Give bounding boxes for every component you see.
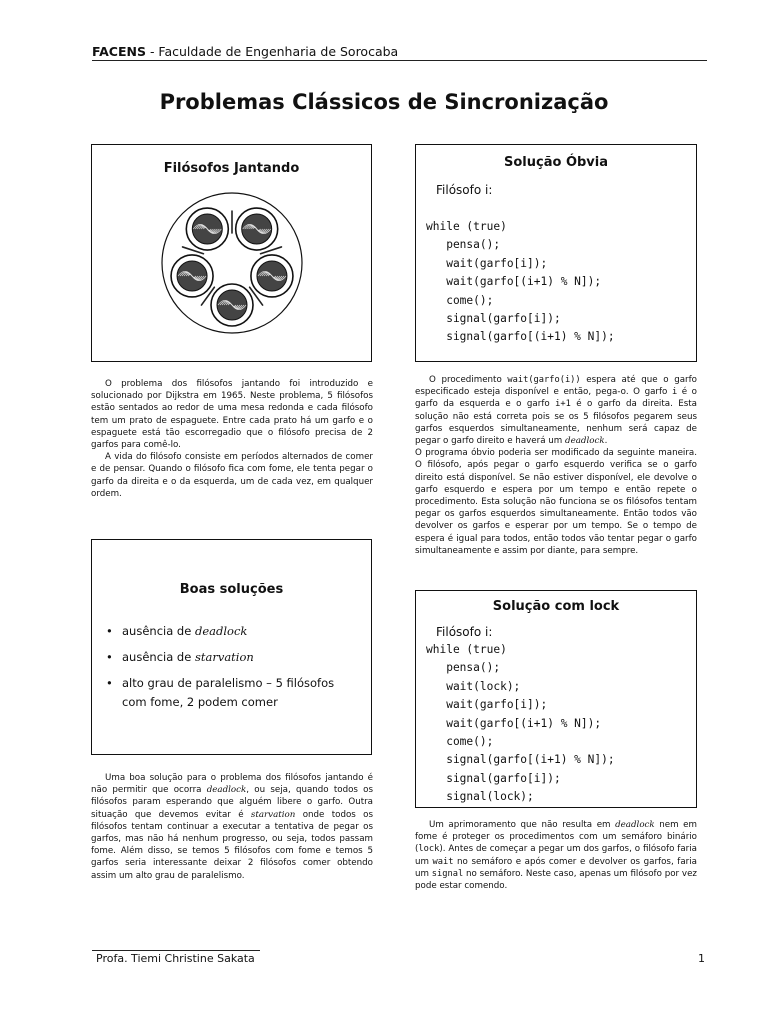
- page-header: [92, 44, 398, 59]
- term: deadlock: [206, 785, 247, 796]
- code-block: while (true) pensa(); wait(garfo[i]); wait(garfo[(i+1) % N]); come(); signal(garfo[i]); signal(garfo[(i+1) % N]);: [426, 220, 615, 344]
- page-title: Problemas Clássicos de Sincronização: [159, 90, 609, 114]
- item-prefix: ausência de: [122, 624, 195, 638]
- code: signal: [431, 868, 464, 879]
- text: Uma boa solução para o problema dos filósofos jantando é não permitir que ocorra: [91, 773, 373, 796]
- paragraph: O programa óbvio poderia ser modificado da seguinte maneira. O filósofo, após pegar o garfo esquerdo verifica se o garfo direito está disponível. Se não estiver disponível, ele devolve o garfo esquerdo e espera por um tempo e então repete o procedimento. Esta solução não funciona se os filósofos tentam pegar os garfos esquerdos simultaneamente. Então todos vão devolver os garfos e esperar por um tempo. Se o tempo de espera é igual para todos, então todos vão tentar pegar o garfo simultaneamente e assim por diante, para sempre.: [415, 448, 697, 556]
- header-brand: FACENS: [92, 44, 146, 59]
- box-title: Boas soluções: [179, 582, 284, 597]
- text: espera até que o garfo especificado esteja disponível e então, pega-o. O garfo: [415, 375, 697, 398]
- page-number: 1: [698, 952, 705, 965]
- code-block: while (true) pensa(); wait(lock); wait(garfo[i]); wait(garfo[(i+1) % N]); come(); signal(garfo[(i+1) % N]); signal(garfo[i]); signal(lock);: [426, 643, 615, 804]
- plate-icon: [251, 255, 293, 297]
- text: no semáforo e após comer e devolver os garfos, faria um: [415, 856, 697, 879]
- text: Um aprimoramento que não resulta em: [429, 820, 616, 830]
- box-title: Solução Óbvia: [504, 155, 608, 170]
- header-rule: [92, 60, 707, 61]
- term: deadlock: [565, 436, 605, 447]
- header-subtitle: - Faculdade de Engenharia de Sorocaba: [145, 44, 399, 59]
- text: é o garfo da esquerda e o garfo: [415, 387, 698, 410]
- plate-icon: [186, 208, 228, 250]
- box-title: Filósofos Jantando: [163, 161, 300, 176]
- code: i+1: [555, 399, 571, 410]
- text: , ou seja, quando todos os filósofos param esperando que alguém libere o garfo. Outra situação que devemos evitar é: [91, 785, 373, 820]
- plate-icon: [211, 284, 253, 326]
- text: .: [604, 436, 608, 447]
- item-term: deadlock: [194, 624, 248, 638]
- list-item: [106, 648, 356, 667]
- item-text: alto grau de paralelismo – 5 filósofos com fome, 2 podem comer: [122, 676, 335, 709]
- text: O procedimento: [429, 375, 508, 385]
- text: ). Antes de começar a pegar um dos garfos, o filósofo faria um: [415, 844, 697, 867]
- footer-rule: [92, 950, 260, 951]
- paragraph: [91, 772, 373, 882]
- paragraph: [415, 374, 697, 447]
- paragraph-filosofos: [91, 378, 373, 500]
- bullet-list: [106, 622, 356, 719]
- paragraph-boas: [91, 772, 373, 882]
- paragraph: A vida do filósofo consiste em períodos alternados de comer e de pensar. Quando o filósofo fica com fome, ele tenta pegar o garfo da direita e o da esquerda, um de cada vez, em qualquer ordem.: [91, 452, 373, 499]
- code: wait: [432, 856, 454, 867]
- footer-author: Profa. Tiemi Christine Sakata: [96, 952, 255, 965]
- item-term: starvation: [194, 650, 254, 664]
- paragraph-lock: [415, 819, 697, 892]
- bullet-icon: •: [106, 650, 113, 664]
- box-solucao-lock: [415, 590, 697, 808]
- paragraph-obvia: [415, 374, 697, 557]
- plate-icon: [171, 255, 213, 297]
- bullet-icon: •: [106, 624, 113, 638]
- text: é o garfo da direita. Esta solução não está correta pois se os 5 filósofos pegarem seus garfos esquerdos simultaneamente, nenhum será capaz de pegar o garfo direito e haverá um: [415, 399, 697, 447]
- term: starvation: [250, 809, 296, 820]
- term: deadlock: [615, 820, 655, 830]
- dining-table-illustration: [92, 145, 373, 363]
- text: no semáforo. Neste caso, apenas um filósofo por vez pode estar comendo.: [415, 868, 697, 892]
- text: onde todos os filósofos tentam continuar a executar a tentativa de pegar os garfos, mas não há nenhum progresso, ou seja, todos passam fome. Além disso, se temos 5 filósofos com fome e temos 5 garfos seria interessante deixar 2 filósofos comer obtendo assim um alto grau de paralelismo.: [91, 809, 373, 881]
- paragraph: [415, 819, 697, 892]
- code: wait(garfo(i)): [507, 375, 581, 385]
- list-item: [106, 674, 356, 712]
- list-item: [106, 622, 356, 641]
- code-label: Filósofo i:: [436, 625, 493, 639]
- bullet-icon: •: [106, 676, 113, 690]
- plate-icon: [236, 208, 278, 250]
- box-title: Solução com lock: [492, 599, 620, 614]
- box-boas-solucoes: [91, 539, 372, 755]
- box-filosofos-jantando: [91, 144, 372, 362]
- paragraph: O problema dos filósofos jantando foi introduzido e solucionado por Dijkstra em 1965. Neste problema, 5 filósofos estão sentados ao redor de uma mesa redonda e cada filósofo tem um prato de espaguete. Entre cada prato há um garfo e o espaguete está tão escorregadio que o filósofo precisa de 2 garfos para comê-lo.: [91, 379, 373, 451]
- code: i: [671, 387, 678, 398]
- code-label: Filósofo i:: [436, 183, 493, 197]
- text: nem em fome é proteger os procedimentos com um semáforo binário (: [415, 820, 697, 855]
- box-solucao-obvia: [415, 144, 697, 362]
- item-prefix: ausência de: [122, 650, 195, 664]
- code: lock: [418, 844, 440, 855]
